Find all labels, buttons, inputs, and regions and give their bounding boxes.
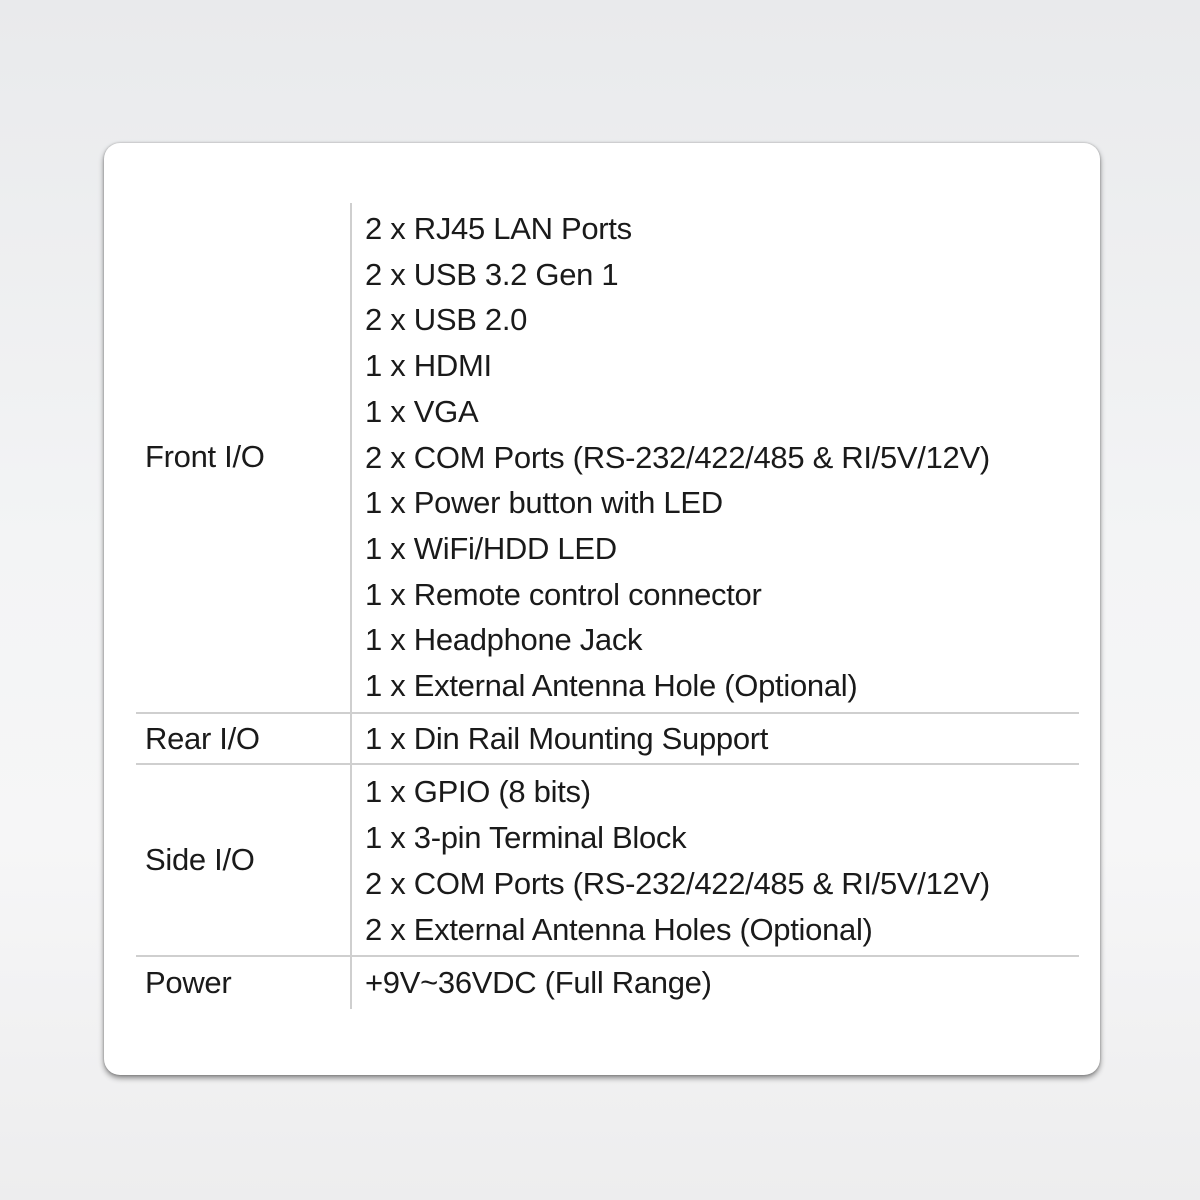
spec-value: 1 x HDMI (365, 348, 492, 384)
spec-value: 1 x Din Rail Mounting Support (365, 720, 769, 756)
spec-value: 1 x External Antenna Hole (Optional) (365, 668, 858, 704)
spec-value: 2 x RJ45 LAN Ports (365, 211, 632, 246)
spec-label: Power (145, 965, 232, 1001)
spec-value: 1 x GPIO (8 bits) (365, 774, 591, 810)
spec-value: 1 x 3-pin Terminal Block (365, 820, 687, 856)
spec-values (350, 203, 1079, 712)
spec-value: 1 x WiFi/HDD LED (365, 530, 617, 566)
spec-label: Front I/O (145, 439, 265, 475)
spec-value: 1 x Remote control connector (365, 576, 762, 612)
spec-row-side-io (136, 765, 1079, 957)
spec-label: Rear I/O (145, 720, 260, 756)
spec-label: Side I/O (145, 842, 255, 878)
spec-value: 2 x USB 2.0 (365, 302, 528, 338)
spec-values (350, 714, 1079, 764)
spec-row-power (136, 957, 1079, 1009)
spec-value: +9V~36VDC (Full Range) (365, 965, 712, 1001)
spec-value: 1 x VGA (365, 393, 479, 429)
spec-row-front-io (136, 203, 1079, 714)
spec-row-rear-io (136, 714, 1079, 766)
spec-value: 1 x Headphone Jack (365, 622, 643, 658)
spec-table (136, 203, 1079, 1009)
spec-value: 2 x COM Ports (RS-232/422/485 & RI/5V/12V) (365, 865, 990, 901)
spec-values (350, 765, 1079, 955)
spec-values (350, 957, 1079, 1009)
spec-card (104, 143, 1100, 1075)
spec-value: 1 x Power button with LED (365, 485, 723, 521)
spec-value: 2 x COM Ports (RS-232/422/485 & RI/5V/12V) (365, 439, 990, 475)
spec-value: 2 x USB 3.2 Gen 1 (365, 256, 619, 292)
spec-value: 2 x External Antenna Holes (Optional) (365, 911, 873, 947)
